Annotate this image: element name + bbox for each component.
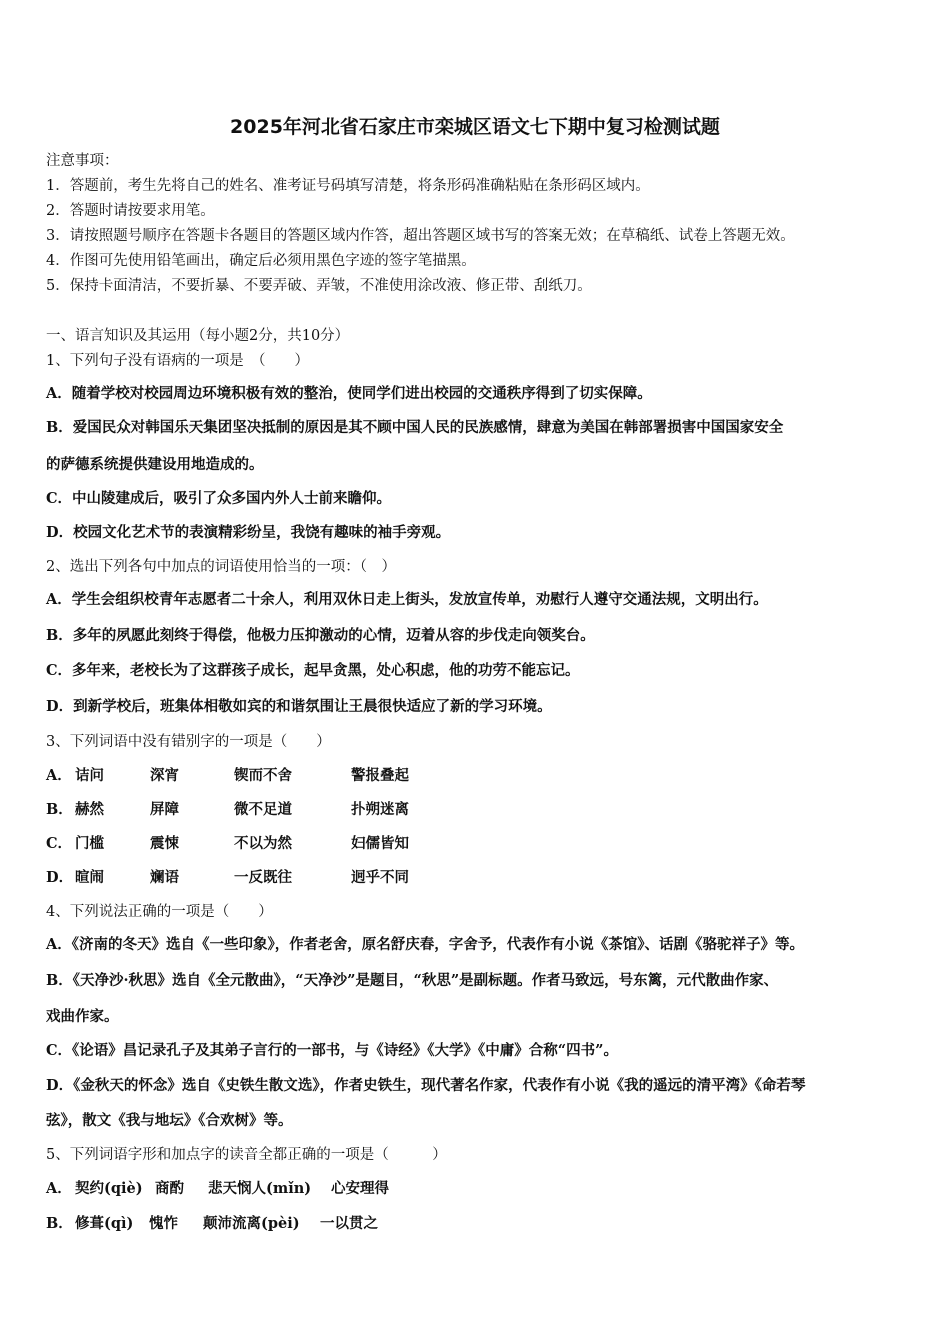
- question-3-stem: 3、下列词语中没有错别字的一项是（ ）: [46, 734, 331, 750]
- option-word: 一反既往: [234, 869, 292, 886]
- question-5-stem: 5、下列词语字形和加点字的读音全都正确的一项是（ ）: [46, 1147, 447, 1163]
- notice-item-3: 3．请按照题号顺序在答题卡各题目的答题区域内作答，超出答题区域书写的答案无效；在草稿纸、试卷上答题无效。: [46, 228, 795, 244]
- option-word: 斓语: [150, 869, 179, 886]
- page-title: 2025年河北省石家庄市栾城区语文七下期中复习检测试题: [230, 116, 720, 138]
- option-label: C．: [46, 835, 73, 852]
- option-word: 修葺(qì): [75, 1215, 134, 1232]
- option-word: 契约(qiè): [75, 1180, 143, 1197]
- notice-item-2: 2．答题时请按要求用笔。: [46, 203, 215, 219]
- option-word: 屏障: [150, 801, 179, 818]
- option-word: 暄闹: [75, 869, 104, 886]
- option-word: 妇儒皆知: [351, 835, 409, 852]
- question-1-option-b-line2: 的萨德系统提供建设用地造成的。: [46, 456, 264, 473]
- question-2-option-c: C．多年来，老校长为了这群孩子成长，起早贪黑，处心积虑，他的功劳不能忘记。: [46, 662, 580, 679]
- question-4-option-b-line1: B．《天净沙·秋思》选自《全元散曲》，“天净沙”是题目，“秋思”是副标题。作者马致远，号东篱，元代散曲作家、: [46, 972, 779, 989]
- notice-item-1: 1．答题前，考生先将自己的姓名、准考证号码填写清楚，将条形码准确粘贴在条形码区域内。: [46, 178, 650, 194]
- question-4-option-d-line2: 弦》，散文《我与地坛》《合欢树》等。: [46, 1112, 293, 1129]
- option-label: B．: [46, 801, 73, 818]
- option-word: 悲天悯人(mǐn): [208, 1180, 312, 1197]
- notice-item-5: 5．保持卡面清洁，不要折暴、不要弄破、弄皱，不准使用涂改液、修正带、刮纸刀。: [46, 278, 592, 294]
- question-4-option-c: C．《论语》昌记录孔子及其弟子言行的一部书，与《诗经》《大学》《中庸》合称“四书”。: [46, 1042, 618, 1059]
- question-1-stem: 1、下列句子没有语病的一项是 （ ）: [46, 353, 309, 369]
- question-4-stem: 4、下列说法正确的一项是（ ）: [46, 904, 273, 920]
- notice-item-4: 4．作图可先使用铅笔画出，确定后必须用黑色字迹的签字笔描黑。: [46, 253, 476, 269]
- option-word: 颠沛流离(pèi): [203, 1215, 300, 1232]
- option-word: 深宵: [150, 767, 179, 784]
- option-label: A．: [46, 767, 72, 784]
- option-word: 门槛: [75, 835, 104, 852]
- option-word: 微不足道: [234, 801, 292, 818]
- option-word: 迥乎不同: [351, 869, 409, 886]
- option-label: D．: [46, 869, 74, 886]
- question-4-option-d-line1: D．《金秋天的怀念》选自《史铁生散文选》，作者史铁生，现代著名作家，代表作有小说《我的遥远的清平湾》《命若琴: [46, 1077, 806, 1094]
- option-word: 一以贯之: [320, 1215, 378, 1232]
- option-word: 诘问: [75, 767, 104, 784]
- question-4-option-a: A．《济南的冬天》选自《一些印象》，作者老舍，原名舒庆春，字舍予，代表作有小说《茶馆》、话剧《骆驼祥子》等。: [46, 936, 804, 953]
- option-word: 不以为然: [234, 835, 292, 852]
- question-2-option-a: A．学生会组织校青年志愿者二十余人，利用双休日走上街头，发放宣传单，劝慰行人遵守交通法规，文明出行。: [46, 591, 768, 608]
- notice-heading: 注意事项：: [46, 153, 119, 169]
- option-label: B．: [46, 1215, 73, 1232]
- question-2-option-d: D．到新学校后，班集体相敬如宾的和谐氛围让王晨很快适应了新的学习环境。: [46, 698, 552, 715]
- option-label: A．: [46, 1180, 72, 1197]
- question-1-option-d: D．校园文化艺术节的表演精彩纷呈，我饶有趣味的袖手旁观。: [46, 524, 451, 541]
- option-word: 心安理得: [331, 1180, 389, 1197]
- option-word: 警报叠起: [351, 767, 409, 784]
- question-1-option-a: A．随着学校对校园周边环境积极有效的整治，使同学们进出校园的交通秩序得到了切实保障。: [46, 385, 652, 402]
- option-word: 赫然: [75, 801, 104, 818]
- option-word: 愧怍: [149, 1215, 178, 1232]
- question-1-option-c: C．中山陵建成后，吸引了众多国内外人士前来瞻仰。: [46, 490, 392, 507]
- question-2-option-b: B．多年的夙愿此刻终于得偿，他极力压抑激动的心情，迈着从容的步伐走向领奖台。: [46, 627, 595, 644]
- question-1-option-b-line1: B．爱国民众对韩国乐天集团坚决抵制的原因是其不顾中国人民的民族感情，肆意为美国在韩部署损害中国国家安全: [46, 419, 784, 436]
- question-2-stem: 2、选出下列各句中加点的词语使用恰当的一项：（ ）: [46, 559, 396, 575]
- question-4-option-b-line2: 戏曲作家。: [46, 1008, 119, 1025]
- section-heading: 一、语言知识及其运用（每小题2分，共10分）: [46, 328, 350, 344]
- option-word: 扑朔迷离: [351, 801, 409, 818]
- option-word: 商酌: [155, 1180, 184, 1197]
- option-word: 锲而不舍: [234, 767, 292, 784]
- option-word: 震悚: [150, 835, 179, 852]
